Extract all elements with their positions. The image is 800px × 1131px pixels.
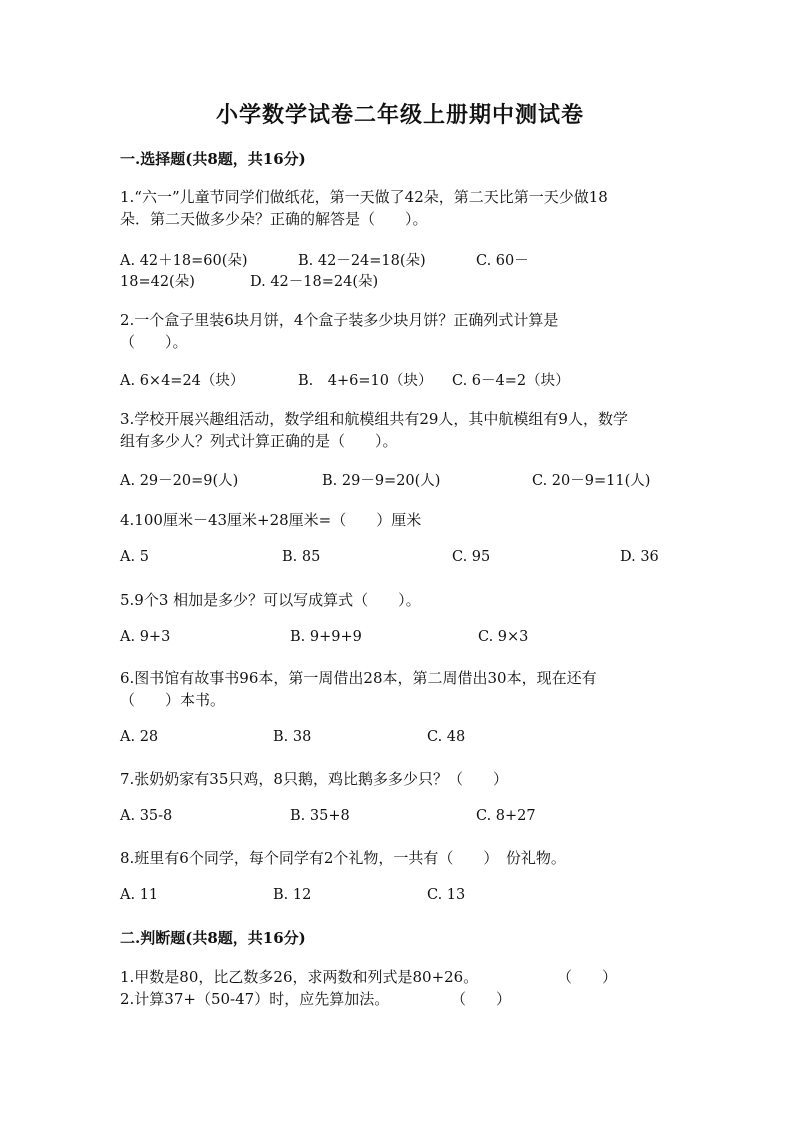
question-4-option-a: A. 5 bbox=[120, 549, 149, 565]
question-6-option-a: A. 28 bbox=[120, 729, 159, 745]
question-7-option-b: B. 35+8 bbox=[290, 808, 350, 824]
question-2-option-c: C. 6－4=2（块） bbox=[452, 373, 570, 389]
question-8-option-b: B. 12 bbox=[273, 887, 312, 903]
section-heading-choice: 一.选择题(共8题，共16分) bbox=[120, 150, 306, 168]
question-7-option-c: C. 8+27 bbox=[476, 808, 536, 824]
question-5-option-b: B. 9+9+9 bbox=[290, 629, 362, 645]
question-3-option-b: B. 29－9=20(人) bbox=[322, 473, 441, 489]
question-1-option-d: D. 42－18=24(朵) bbox=[250, 274, 379, 290]
judgment-2-text: 2.计算37+（50-47）时，应先算加法。 bbox=[120, 990, 390, 1008]
question-3-text-cont: 组有多少人？列式计算正确的是（ ）。 bbox=[120, 432, 398, 450]
question-6-option-c: C. 48 bbox=[427, 729, 466, 745]
question-8-option-c: C. 13 bbox=[427, 887, 466, 903]
question-6-text-cont: （ ）本书。 bbox=[120, 691, 226, 709]
question-1-option-b: B. 42－24=18(朵) bbox=[298, 253, 426, 269]
question-4-option-b: B. 85 bbox=[282, 549, 321, 565]
question-4-text: 4.100厘米－43厘米+28厘米=（ ）厘米 bbox=[120, 511, 422, 529]
question-4-option-d: D. 36 bbox=[620, 549, 659, 565]
question-4-option-c: C. 95 bbox=[452, 549, 491, 565]
question-8-text: 8.班里有6个同学，每个同学有2个礼物，一共有（ ） 份礼物。 bbox=[120, 849, 566, 867]
question-5-option-a: A. 9+3 bbox=[120, 629, 171, 645]
question-1-option-c-cont: 18=42(朵) bbox=[120, 274, 195, 290]
question-3-text: 3.学校开展兴趣组活动，数学组和航模组共有29人，其中航模组有9人，数学 bbox=[120, 410, 628, 428]
question-3-option-a: A. 29－20=9(人) bbox=[120, 473, 239, 489]
section-heading-judgment: 二.判断题(共8题，共16分) bbox=[120, 929, 306, 947]
judgment-1-answer-blank: （ ） bbox=[557, 968, 618, 986]
question-2-option-b: B. 4+6=10（块） bbox=[298, 373, 433, 389]
question-8-option-a: A. 11 bbox=[120, 887, 159, 903]
question-3-option-c: C. 20－9=11(人) bbox=[532, 473, 651, 489]
question-1-option-c: C. 60－ bbox=[476, 253, 529, 269]
question-6-text: 6.图书馆有故事书96本，第一周借出28本，第二周借出30本，现在还有 bbox=[120, 669, 597, 687]
question-1-text: 1.“六一”儿童节同学们做纸花，第一天做了42朵，第二天比第一天少做18 bbox=[120, 188, 608, 206]
question-7-text: 7.张奶奶家有35只鸡，8只鹅，鸡比鹅多多少只？（ ） bbox=[120, 770, 508, 788]
question-5-text: 5.9个3 相加是多少？可以写成算式（ ）。 bbox=[120, 591, 421, 609]
question-1-text-cont: 朵．第二天做多少朵？正确的解答是（ ）。 bbox=[120, 210, 428, 228]
question-2-option-a: A. 6×4=24（块） bbox=[120, 373, 245, 389]
judgment-2-answer-blank: （ ） bbox=[451, 990, 512, 1008]
judgment-1-text: 1.甲数是80，比乙数多26，求两数和列式是80+26。 bbox=[120, 968, 479, 986]
question-2-text-cont: （ ）。 bbox=[120, 333, 188, 351]
question-5-option-c: C. 9×3 bbox=[478, 629, 529, 645]
question-6-option-b: B. 38 bbox=[273, 729, 312, 745]
question-2-text: 2.一个盒子里装6块月饼，4个盒子装多少块月饼？正确列式计算是 bbox=[120, 311, 559, 329]
question-1-option-a: A. 42＋18=60(朵) bbox=[120, 253, 248, 269]
question-7-option-a: A. 35-8 bbox=[120, 808, 173, 824]
page-title: 小学数学试卷二年级上册期中测试卷 bbox=[215, 102, 584, 128]
